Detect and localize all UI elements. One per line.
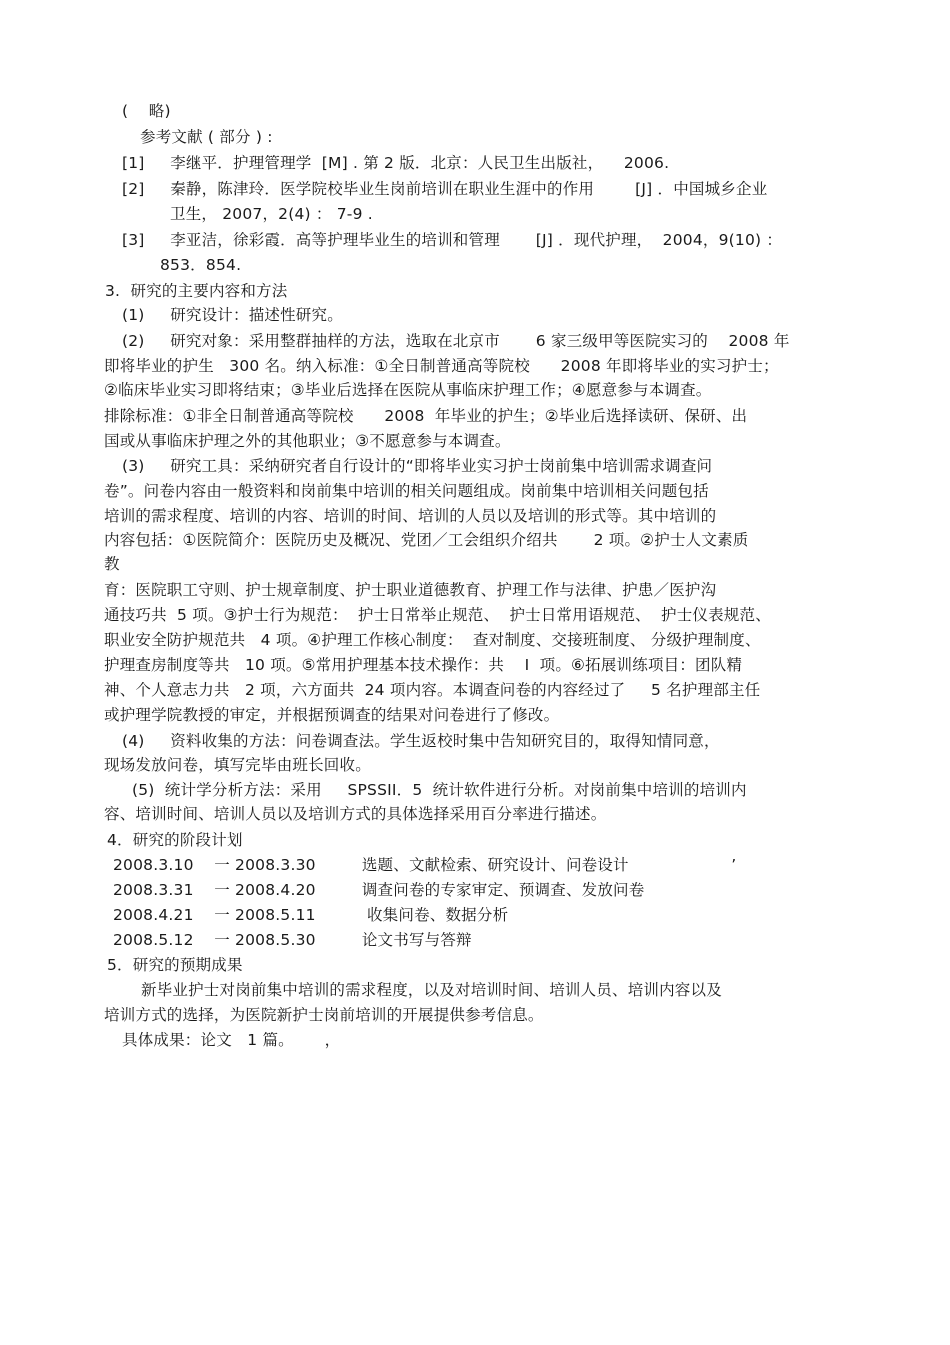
- paragraph-line: 即将毕业的护生 300 名。纳入标准：①全日制普通高等院校 2008 年即将毕业的实习护士；: [104, 357, 779, 375]
- paragraph-line: 护理查房制度等共 10 项。⑤常用护理基本技术操作：共 I 项。⑥拓展训练项目：团队精: [104, 656, 743, 674]
- section-heading: 5．研究的预期成果: [107, 956, 243, 974]
- paragraph-line: (5) 统计学分析方法：采用 SPSSII．5 统计软件进行分析。对岗前集中培训的培训内: [132, 781, 747, 799]
- paragraph-line: 容、培训时间、培训人员以及培训方式的具体选择采用百分率进行描述。: [104, 805, 607, 823]
- reference-item: [3] 李亚洁，徐彩霞．高等护理毕业生的培训和管理 [J] ．现代护理， 2004，9(10) ：: [122, 231, 783, 249]
- paragraph-line: (2) 研究对象：采用整群抽样的方法，选取在北京市 6 家三级甲等医院实习的 2008 年: [122, 332, 790, 350]
- reference-item-continued: 卫生， 2007，2(4) ： 7-9 .: [170, 205, 373, 223]
- paragraph-line: 新毕业护士对岗前集中培训的需求程度，以及对培训时间、培训人员、培训内容以及: [141, 981, 722, 999]
- paragraph-line: ②临床毕业实习即将结束；③毕业后选择在医院从事临床护理工作；④愿意参与本调查。: [104, 381, 712, 399]
- text-line: ( 略): [122, 102, 171, 120]
- paragraph-line: (3) 研究工具：采纳研究者自行设计的“即将毕业实习护士岗前集中培训需求调查问: [122, 457, 713, 475]
- paragraph-line: 现场发放问卷，填写完毕由班长回收。: [104, 756, 371, 774]
- paragraph-line: 卷”。问卷内容由一般资料和岗前集中培训的相关问题组成。岗前集中培训相关问题包括: [104, 482, 709, 500]
- paragraph-line: (1) 研究设计：描述性研究。: [122, 306, 343, 324]
- paragraph-line: 具体成果：论文 1 篇。 ，: [122, 1031, 341, 1049]
- schedule-row: 2008.3.10 一 2008.3.30 选题、文献检索、研究设计、问卷设计 ’: [113, 856, 737, 874]
- paragraph-line: 通技巧共 5 项。③护士行为规范： 护士日常举止规范、 护士日常用语规范、 护士仪表规范、: [104, 606, 771, 624]
- paragraph-line: 神、个人意志力共 2 项，六方面共 24 项内容。本调查问卷的内容经过了 5 名护理部主任: [104, 681, 761, 699]
- paragraph-line: 培训方式的选择，为医院新护士岗前培训的开展提供参考信息。: [104, 1006, 544, 1024]
- paragraph-line: 职业安全防护规范共 4 项。④护理工作核心制度： 查对制度、交接班制度、 分级护理制度、: [104, 631, 761, 649]
- reference-item: [2] 秦静，陈津玲．医学院校毕业生岗前培训在职业生涯中的作用 [J] ．中国城乡企业: [122, 180, 768, 198]
- schedule-row: 2008.3.31 一 2008.4.20 调查问卷的专家审定、预调查、发放问卷: [113, 881, 645, 899]
- paragraph-line: 育：医院职工守则、护士规章制度、护士职业道德教育、护理工作与法律、护患／医护沟: [104, 581, 717, 599]
- schedule-row: 2008.4.21 一 2008.5.11 收集问卷、数据分析: [113, 906, 509, 924]
- paragraph-line: 排除标准：①非全日制普通高等院校 2008 年毕业的护生；②毕业后选择读研、保研、出: [104, 407, 748, 425]
- paragraph-line: 国或从事临床护理之外的其他职业；③不愿意参与本调查。: [104, 432, 511, 450]
- schedule-row: 2008.5.12 一 2008.5.30 论文书写与答辩: [113, 931, 472, 949]
- paragraph-line: 教: [104, 555, 120, 573]
- paragraph-line: 培训的需求程度、培训的内容、培训的时间、培训的人员以及培训的形式等。其中培训的: [104, 507, 717, 525]
- section-heading: 3. 研究的主要内容和方法: [105, 282, 288, 300]
- reference-item-continued: 853．854.: [160, 256, 242, 274]
- paragraph-line: 或护理学院教授的审定，并根据预调查的结果对问卷进行了修改。: [104, 706, 560, 724]
- paragraph-line: 内容包括：①医院简介：医院历史及概况、党团／工会组织介绍共 2 项。②护士人文素质: [104, 531, 749, 549]
- references-heading: 参考文献 ( 部分 ) :: [140, 128, 273, 146]
- section-heading: 4．研究的阶段计划: [107, 831, 243, 849]
- reference-item: [1] 李继平．护理管理学 [M] . 第 2 版．北京：人民卫生出版社， 2006.: [122, 154, 670, 172]
- paragraph-line: (4) 资料收集的方法：问卷调查法。学生返校时集中告知研究目的，取得知情同意，: [122, 732, 720, 750]
